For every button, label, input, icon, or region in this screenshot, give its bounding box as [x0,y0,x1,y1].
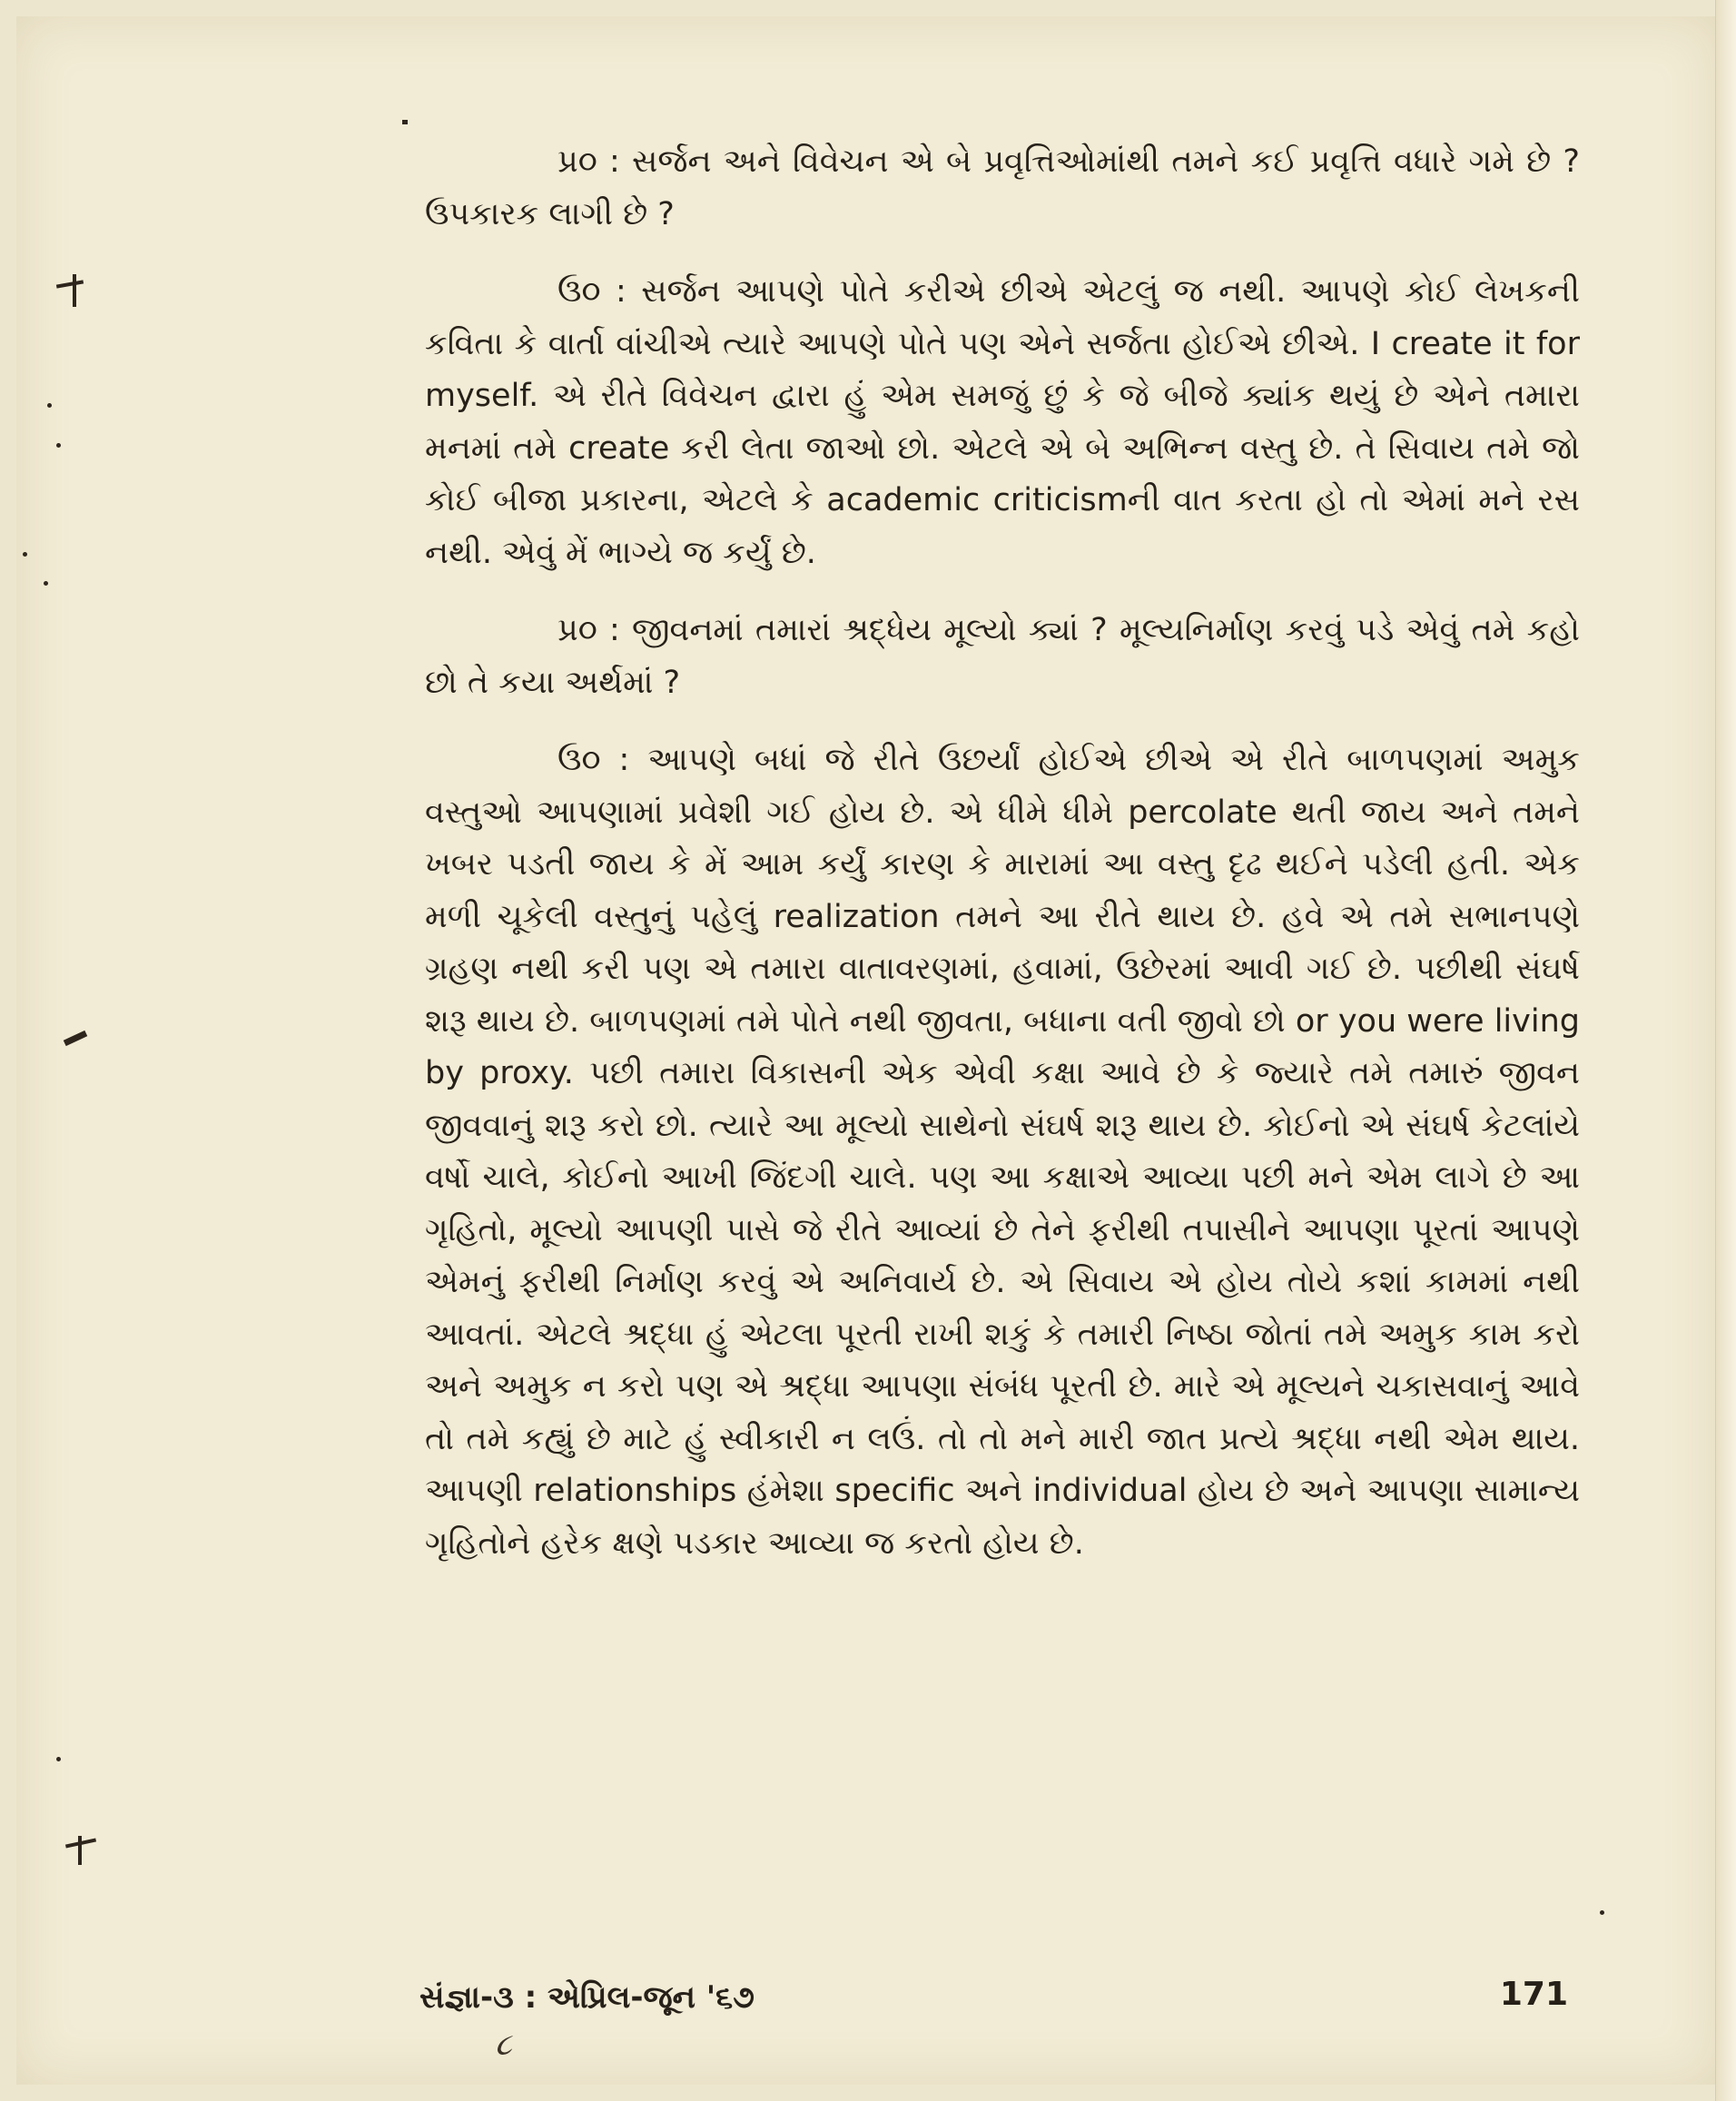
answer-paragraph: ઉ૦ : આપણે બધાં જે રીતે ઉછર્યાં હોઈએ છીએ એ રીતે બાળપણમાં અમુક વસ્તુઓ આપણામાં પ્રવેશી ગઈ હોય છે. એ ધીમે ધીમે percolate થતી જાય અને તમને ખબર પડતી જાય કે મેં આમ કર્યું કારણ કે મારામાં આ વસ્તુ દૃઢ થઈને પડેલી હતી. એક મળી ચૂકેલી વસ્તુનું પહેલું realization તમને આ રીતે થાય છે. હવે એ તમે સભાનપણે ગ્રહણ નથી કરી પણ એ તમારા વાતાવરણમાં, હવામાં, ઉછેરમાં આવી ગઈ છે. પછીથી સંઘર્ષ શરૂ થાય છે. બાળપણમાં તમે પોતે નથી જીવતા, બધાના વતી જીવો છો or you were living by proxy. પછી તમારા વિકાસની એક એવી કક્ષા આવે છે કે જ્યારે તમે તમારું જીવન જીવવાનું શરૂ કરો છો. ત્યારે આ મૂલ્યો સાથેનો સંઘર્ષ શરૂ થાય છે. કોઈનો એ સંઘર્ષ કેટલાંયે વર્ષો ચાલે, કોઈનો આખી જિંદગી ચાલે. પણ આ કક્ષાએ આવ્યા પછી મને એમ લાગે છે આ ગૃહિતો, મૂલ્યો આપણી પાસે જે રીતે આવ્યાં છે તેને ફરીથી તપાસીને આપણા પૂરતાં આપણે એમનું ફરીથી નિર્માણ કરવું એ અનિવાર્ય છે. એ સિવાય એ હોય તોયે કશાં કામમાં નથી આવતાં. એટલે શ્રદ્ધા હું એટલા પૂરતી રાખી શકું કે તમારી નિષ્ઠા જોતાં તમે અમુક કામ કરો અને અમુક ન કરો પણ એ શ્રદ્ધા આપણા સંબંધ પૂરતી છે. મારે એ મૂલ્યને ચકાસવાનું આવે તો તમે કહ્યું છે માટે હું સ્વીકારી ન લઉં. તો તો મને મારી જાત પ્રત્યે શ્રદ્ધા નથી એમ થાય. આપણી relationships હંમેશા specific અને individual હોય છે અને આપણા સામાન્ય ગૃહિતોને હરેક ક્ષણે પડકાર આવ્યા જ કરતો હોય છે. [425,742,1580,1562]
answer-paragraph: ઉ૦ : સર્જન આપણે પોતે કરીએ છીએ એટલું જ નથી. આપણે કોઈ લેખકની કવિતા કે વાર્તા વાંચીએ ત્યારે આપણે પોતે પણ એને સર્જતા હોઈએ છીએ. I create it for myself. એ રીતે વિવેચન દ્વારા હું એમ સમજું છું કે જે બીજે ક્યાંક થયું છે એને તમારા મનમાં તમે create કરી લેતા જાઓ છો. એટલે એ બે અભિન્ન વસ્તુ છે. તે સિવાય તમે જો કોઈ બીજા પ્રકારના, એટલે કે academic criticismની વાત કરતા હો તો એમાં મને રસ નથી. એવું મેં ભાગ્યે જ કર્યું છે. [425,273,1580,571]
scan-speck [47,403,52,408]
handwritten-annotation: ૮ [495,2027,512,2063]
interview-body [425,136,1580,1570]
page-edge [1715,0,1736,2101]
question-paragraph: પ્ર૦ : સર્જન અને વિવેચન એ બે પ્રવૃત્તિઓમાંથી તમને કઈ પ્રવૃત્તિ વધારે ગમે છે ? ઉપકારક લાગી છે ? [425,143,1580,232]
journal-footer: સંજ્ઞા-૩ : એપ્રિલ-જૂન '૬૭ [419,1979,755,2016]
binding-hole-mark [78,1836,82,1865]
binding-hole-mark [73,274,76,307]
scan-speck [402,120,408,124]
page-number: 171 [1499,1976,1568,2013]
scan-speck [56,1757,61,1761]
scan-speck [1600,1910,1604,1915]
scan-speck [44,581,48,586]
scan-speck [56,443,61,448]
question-paragraph: પ્ર૦ : જીવનમાં તમારાં શ્રદ્ધેય મૂલ્યો ક્યાં ? મૂલ્યનિર્માણ કરવું પડે એવું તમે કહો છો તે કયા અર્થમાં ? [425,612,1580,701]
scan-speck [23,552,27,557]
